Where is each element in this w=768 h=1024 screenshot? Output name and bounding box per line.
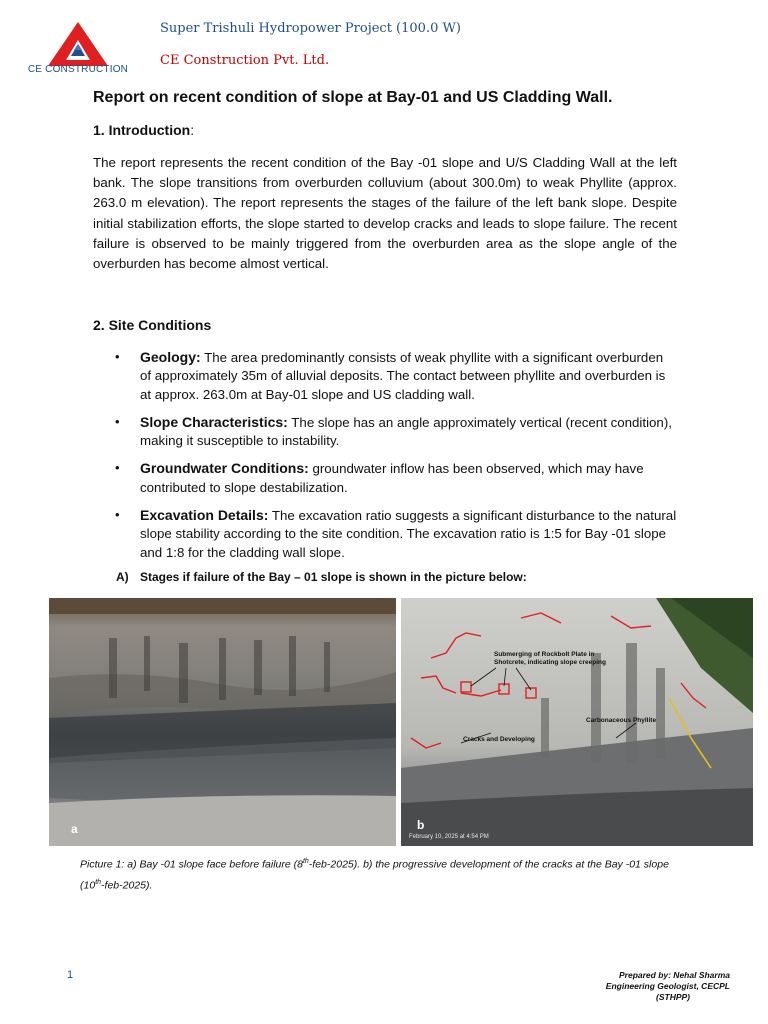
site-heading: 2. Site Conditions	[93, 317, 212, 333]
report-title: Report on recent condition of slope at Bay-01 and US Cladding Wall.	[93, 89, 613, 106]
caption-part2: -feb-2025). b) the progressive development of the cracks at the Bay -01 slope (10	[80, 858, 669, 891]
prepared-by-role: Engineering Geologist, CECPL	[605, 981, 730, 991]
list-item	[93, 459, 677, 497]
list-item	[93, 413, 677, 451]
bullet: •	[115, 507, 120, 523]
annotation-cracks: Cracks and Developing	[463, 736, 535, 743]
caption-part1: Picture 1: a) Bay -01 slope face before failure (8	[80, 858, 303, 871]
intro-heading-colon: :	[190, 122, 195, 138]
photo-a-slope-before-failure	[49, 598, 396, 846]
bullet: •	[115, 413, 120, 429]
stage-heading	[116, 570, 527, 584]
item-text: The excavation ratio suggests a significant disturbance to the natural slope stability according to the site condition. The excavation ratio is 1:5 for Bay -01 slope and 1:8 for the cladding wall slope.	[140, 508, 677, 560]
item-text: The area predominantly consists of weak phyllite with a significant overburden of approximately 35m of alluvial deposits. The contact between phyllite and overburden is at approx. 263.0m at Bay-01 slope and US cladding wall.	[140, 350, 666, 402]
item-text: groundwater inflow has been observed, which may have contributed to slope destabilization.	[140, 461, 644, 495]
prepared-by-block	[560, 970, 730, 1003]
photo-a-label: a	[71, 822, 78, 836]
item-label: Geology:	[140, 349, 201, 365]
caption-sup2: th	[95, 878, 102, 886]
annotation-submerging	[494, 651, 606, 666]
item-text: The slope has an angle approximately vertical (recent condition), making it susceptible to instability.	[140, 414, 672, 449]
annotation-submerging-line2: Shotcrete, indicating slope creeping	[494, 659, 606, 666]
prepared-by: Prepared by: Nehal Sharma	[618, 970, 730, 980]
item-label: Groundwater Conditions:	[140, 460, 309, 477]
figure-caption	[80, 853, 690, 894]
stage-letter: A)	[116, 570, 129, 584]
prepared-by-org: (STHPP)	[656, 992, 690, 1002]
intro-heading-text: 1. Introduction	[93, 122, 191, 138]
page-number: 1	[67, 969, 74, 981]
logo-text: CE CONSTRUCTION	[27, 64, 129, 75]
intro-paragraph: The report represents the recent condition of the Bay -01 slope and U/S Cladding Wall at the left bank. The slope transitions from overburden colluvium (about 300.0m) to weak Phyllite (approx. 263.0 m elevation). The report represents the stages of the failure of the left bank slope. Despite initial stabilization efforts, the slope started to develop cracks and leads to slope failure. The recent failure is observed to be mainly triggered from the overburden area as the slope angle of the overburden has become almost vertical.	[93, 155, 677, 272]
item-label: Slope Characteristics:	[140, 413, 288, 430]
list-item	[93, 506, 677, 562]
bullet: •	[115, 460, 120, 476]
company-name: CE Construction Pvt. Ltd.	[160, 53, 330, 68]
annotation-submerging-line1: Submerging of Rockbolt Plate in	[494, 651, 595, 658]
list-item	[93, 348, 677, 404]
photo-timestamp: February 10, 2025 at 4:54 PM	[409, 834, 489, 840]
annotation-carbonaceous: Carbonaceous Phyllite	[586, 717, 657, 724]
project-name: Super Trishuli Hydropower Project (100.0 W)	[160, 21, 461, 36]
intro-heading	[93, 122, 194, 138]
site-conditions-list	[93, 348, 677, 571]
item-label: Excavation Details:	[140, 507, 269, 524]
bullet: •	[115, 349, 120, 364]
caption-sup1: th	[302, 858, 309, 865]
caption-part3: -feb-2025).	[101, 879, 153, 891]
photo-b-crack-development	[401, 598, 753, 846]
stage-text: Stages if failure of the Bay – 01 slope is shown in the picture below:	[140, 570, 527, 584]
photo-b-label: b	[417, 818, 425, 832]
